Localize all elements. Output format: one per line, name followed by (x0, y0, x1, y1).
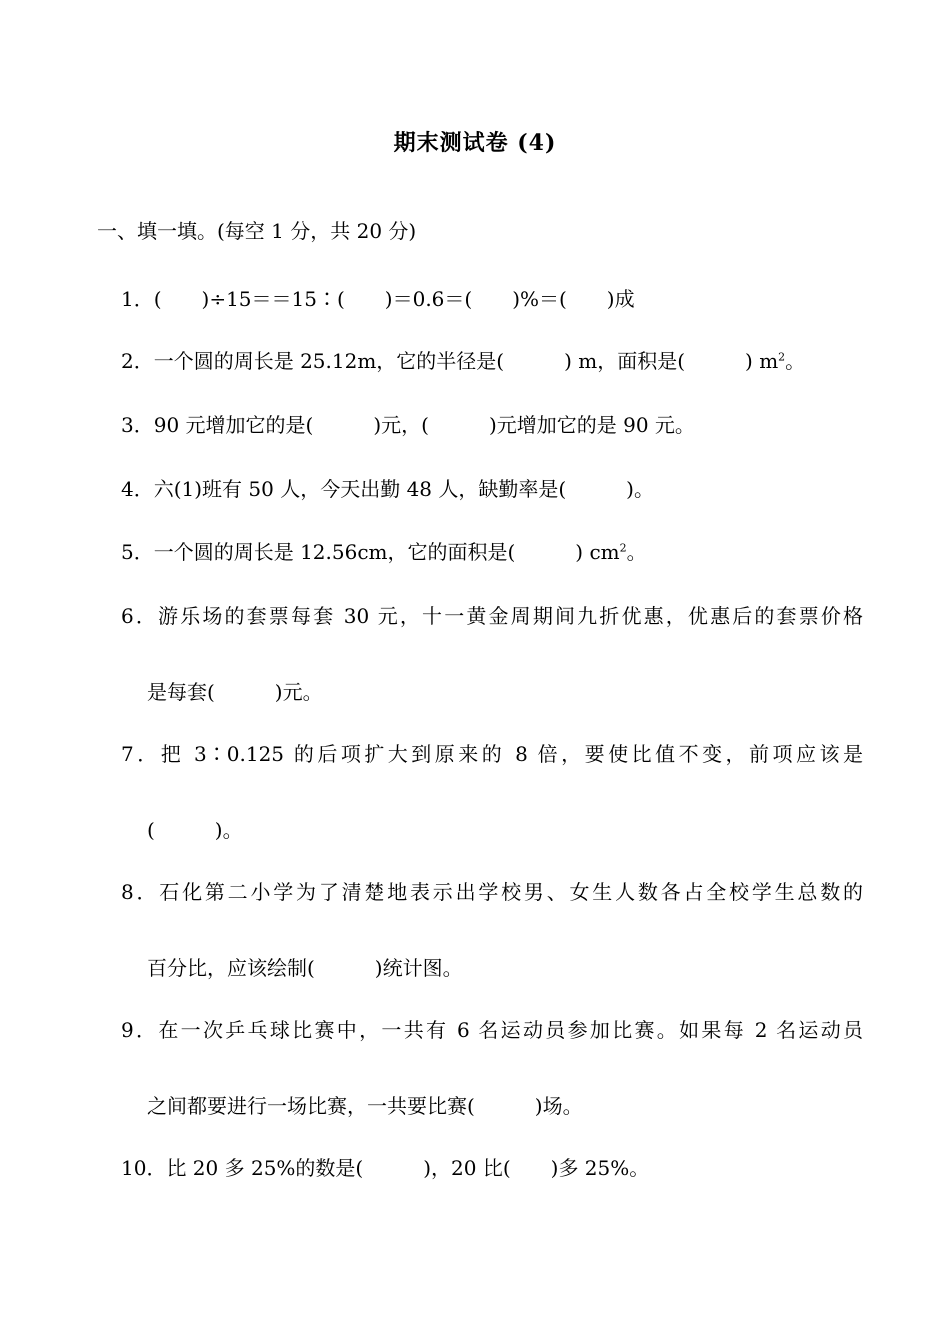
question-9-line-1: 9．在一次乒乓球比赛中，一共有 6 名运动员参加比赛。如果每 2 名运动员 (121, 1018, 863, 1042)
page-title: 期末测试卷 (4) (393, 130, 557, 156)
question-8-line-2: 百分比，应该绘制( )统计图。 (147, 956, 463, 980)
question-3: 3．90 元增加它的是( )元，( )元增加它的是 90 元。 (121, 413, 695, 437)
question-6-line-1: 6．游乐场的套票每套 30 元，十一黄金周期间九折优惠，优惠后的套票价格 (121, 604, 863, 628)
question-4: 4．六(1)班有 50 人，今天出勤 48 人，缺勤率是( )。 (121, 477, 654, 501)
question-10: 10．比 20 多 25%的数是( )，20 比( )多 25%。 (121, 1156, 650, 1180)
question-2-text: 2．一个圆的周长是 25.12m，它的半径是( ) m，面积是( ) m (121, 349, 779, 373)
question-7-line-1: 7．把 3∶0.125 的后项扩大到原来的 8 倍，要使比值不变，前项应该是 (121, 742, 863, 766)
section-heading: 一、填一填。(每空 1 分，共 20 分) (97, 219, 417, 243)
question-8-line-1: 8．石化第二小学为了清楚地表示出学校男、女生人数各占全校学生总数的 (121, 880, 863, 904)
question-6-line-2: 是每套( )元。 (147, 680, 323, 704)
question-2-superscript: 2 (778, 350, 786, 364)
question-5-text: 5．一个圆的周长是 12.56cm，它的面积是( ) cm (121, 540, 620, 564)
question-5 (121, 536, 647, 565)
question-2-end: 。 (785, 349, 806, 373)
question-2 (121, 345, 805, 374)
question-5-superscript: 2 (619, 541, 627, 555)
question-5-end: 。 (626, 540, 647, 564)
question-1: 1．( )÷15＝＝15∶( )＝0.6＝( )%＝( )成 (121, 287, 635, 311)
question-9-line-2: 之间都要进行一场比赛，一共要比赛( )场。 (147, 1094, 583, 1118)
question-7-line-2: ( )。 (147, 818, 243, 842)
